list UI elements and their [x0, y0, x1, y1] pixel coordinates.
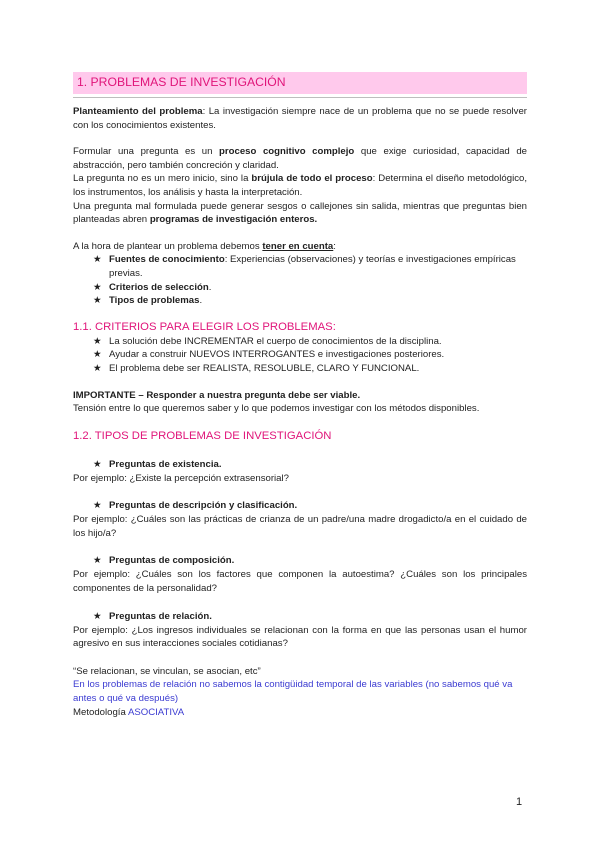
tener-text-c: : [333, 240, 336, 252]
type-block [73, 458, 527, 486]
relation-quote: “Se relacionan, se vinculan, se asocian, etc” [73, 665, 261, 677]
star-icon: ★ [93, 281, 102, 293]
type-heading: ★ Preguntas de descripción y clasificación. [93, 500, 298, 512]
star-icon: ★ [93, 254, 102, 266]
list-item: ★ El problema debe ser REALISTA, RESOLUBLE, CLARO Y FUNCIONAL. [93, 362, 420, 374]
relation-blue-note: En los problemas de relación no sabemos la contigüidad temporal de las variables (no sabemos qué va antes o qué va después) [73, 679, 513, 705]
mal-formulada-bold: programas de investigación enteros. [149, 214, 318, 226]
section-1-1-heading: 1.1. CRITERIOS PARA ELEGIR LOS PROBLEMAS: [73, 320, 336, 333]
formular-text-a: Formular una pregunta es un [73, 146, 220, 158]
section-1-2-heading: 1.2. TIPOS DE PROBLEMAS DE INVESTIGACIÓN [73, 429, 332, 442]
formular-text-c: que exige curiosidad, capacidad de abstracción, pero también concreción y claridad. [73, 146, 527, 171]
type-example: Por ejemplo: ¿Cuáles son los factores que componen la autoestima? ¿Cuáles son los principales componentes de la personalidad? [73, 569, 527, 595]
type-block [73, 554, 527, 595]
tener-en-cuenta-list [73, 253, 527, 307]
mal-formulada-paragraph [73, 200, 527, 227]
star-icon: ★ [93, 500, 102, 512]
list-item: ★ Fuentes de conocimiento: Experiencias (observaciones) y teorías e investigaciones empíricas previas. [93, 254, 516, 279]
type-heading: ★ Preguntas de relación. [93, 610, 212, 622]
star-icon: ★ [93, 349, 102, 361]
star-icon: ★ [93, 362, 102, 374]
mal-formulada-text: Una pregunta mal formulada puede generar sesgos o callejones sin salida, mientras que preguntas bien planteadas abren [73, 200, 527, 226]
section-1-heading: 1. PROBLEMAS DE INVESTIGACIÓN [73, 72, 527, 94]
brujula-text-c: : Determina el diseño metodológico, los instrumentos, los análisis y hasta la interpretación. [73, 173, 527, 198]
page-content [73, 72, 527, 719]
type-block [73, 499, 527, 540]
brujula-paragraph [73, 172, 527, 199]
star-icon: ★ [93, 295, 102, 307]
type-block [73, 610, 527, 651]
type-heading: ★ Preguntas de existencia. [93, 458, 222, 470]
tension-paragraph: Tensión entre lo que queremos saber y lo que podemos investigar con los métodos disponibles. [73, 403, 480, 415]
list-item: ★ Criterios de selección. [93, 281, 212, 293]
planteamiento-label: Planteamiento del problema [73, 106, 203, 117]
star-icon: ★ [93, 458, 102, 470]
brujula-text-a: La pregunta no es un mero inicio, sino la [73, 173, 252, 185]
tener-en-cuenta-paragraph [73, 240, 527, 254]
formular-bold: proceso cognitivo complejo [219, 146, 355, 158]
star-icon: ★ [93, 610, 102, 622]
list-item: ★ Ayudar a construir NUEVOS INTERROGANTES e investigaciones posteriores. [93, 349, 445, 361]
type-heading: ★ Preguntas de composición. [93, 555, 235, 567]
planteamiento-text: : La investigación siempre nace de un problema que no se puede resolver con los conocimientos existentes. [73, 106, 527, 131]
formular-paragraph [73, 145, 527, 172]
criterios-list [73, 335, 527, 376]
brujula-bold: brújula de todo el proceso [251, 173, 373, 185]
methodology-label: Metodología [73, 706, 128, 718]
methodology-value: ASOCIATIVA [127, 706, 185, 718]
type-example: Por ejemplo: ¿Cuáles son las prácticas de crianza de un padre/una madre drogadicto/a en el cuidado de los hijo/a? [73, 514, 527, 539]
methodology-line [73, 706, 527, 720]
type-example: Por ejemplo: ¿Existe la percepción extrasensorial? [73, 472, 289, 484]
star-icon: ★ [93, 555, 102, 567]
tener-en-cuenta-bold: tener en cuenta [262, 240, 334, 252]
type-example: Por ejemplo: ¿Los ingresos individuales se relacionan con la forma en que las personas usan el humor agresivo en sus interacciones sociales cotidianas? [73, 624, 527, 650]
importante-paragraph [73, 389, 527, 403]
importante-bold: IMPORTANTE – Responder a nuestra pregunta debe ser viable. [73, 389, 361, 401]
list-item: ★ La solución debe INCREMENTAR el cuerpo de conocimientos de la disciplina. [93, 335, 442, 347]
tener-text-a: A la hora de plantear un problema debemos [73, 240, 263, 252]
list-item: ★ Tipos de problemas. [93, 295, 203, 307]
planteamiento-paragraph [73, 105, 527, 132]
heading-divider [73, 97, 527, 98]
page-number: 1 [516, 796, 523, 808]
star-icon: ★ [93, 335, 102, 347]
